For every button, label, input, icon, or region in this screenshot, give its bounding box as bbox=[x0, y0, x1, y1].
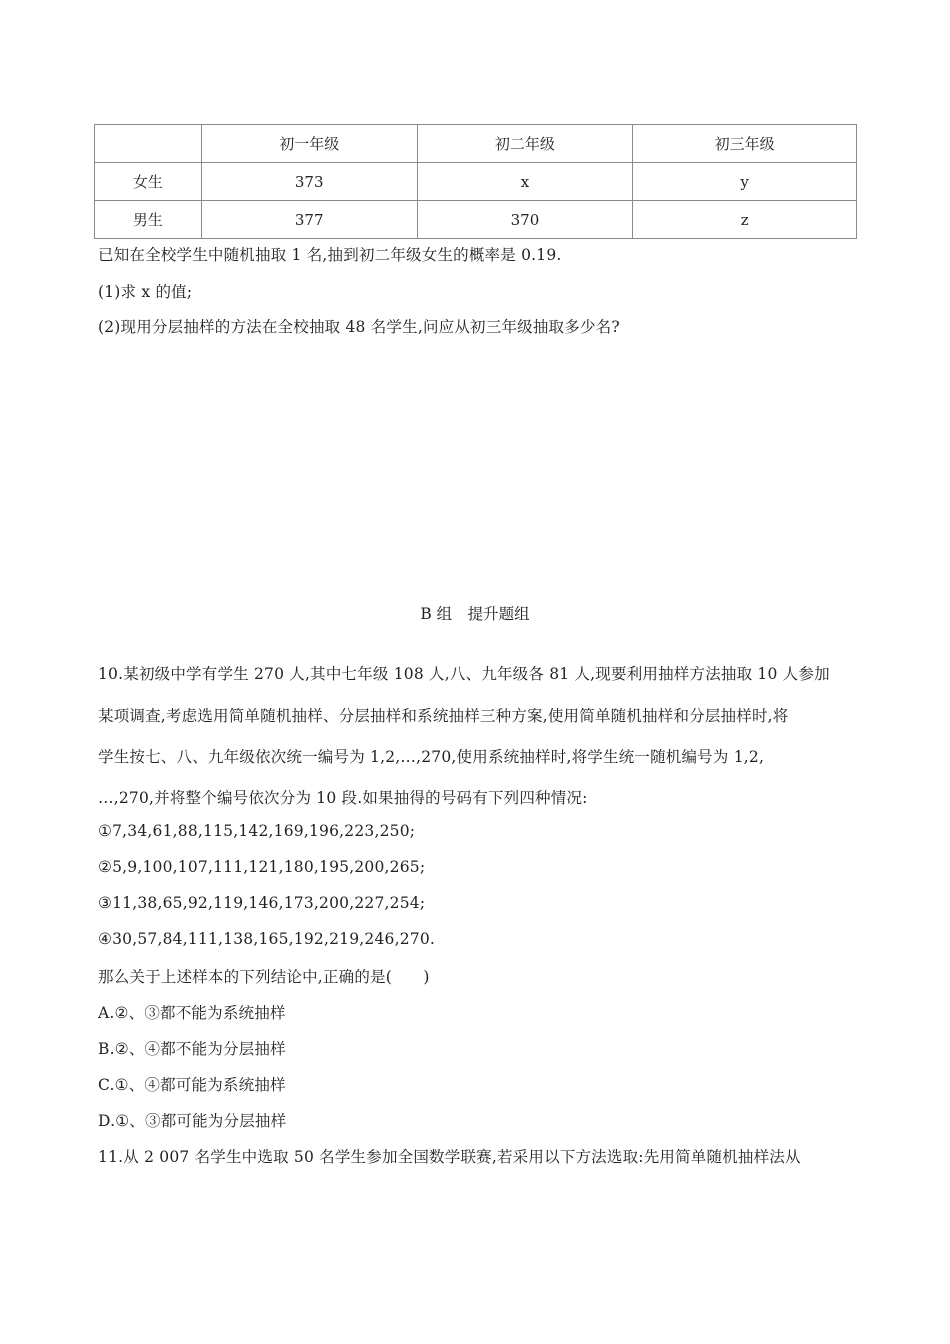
q10-line: 10.某初级中学有学生 270 人,其中七年级 108 人,八、九年级各 81 人,现要利用抽样方法抽取 10 人参加 bbox=[98, 665, 830, 683]
q10-option-c: C.①、④都可能为系统抽样 bbox=[98, 1076, 286, 1094]
q10-line: …,270,并将整个编号依次分为 10 段.如果抽得的号码有下列四种情况: bbox=[98, 789, 588, 807]
q10-line: 某项调查,考虑选用简单随机抽样、分层抽样和系统抽样三种方案,使用简单随机抽样和分层抽样时,将 bbox=[98, 707, 789, 725]
table-cell: 男生 bbox=[95, 201, 202, 239]
table-cell: 女生 bbox=[95, 163, 202, 201]
table-cell: 377 bbox=[201, 201, 417, 239]
q11-line: 11.从 2 007 名学生中选取 50 名学生参加全国数学联赛,若采用以下方法选取:先用简单随机抽样法从 bbox=[98, 1148, 801, 1166]
q10-prompt: 那么关于上述样本的下列结论中,正确的是( ) bbox=[98, 968, 430, 986]
table-row bbox=[95, 163, 857, 201]
table-header-row bbox=[95, 125, 857, 163]
table-cell: 370 bbox=[417, 201, 633, 239]
q9-part2: (2)现用分层抽样的方法在全校抽取 48 名学生,问应从初三年级抽取多少名? bbox=[98, 318, 620, 336]
student-count-table bbox=[94, 124, 857, 239]
table-cell: y bbox=[633, 163, 857, 201]
section-b-heading: B 组 提升题组 bbox=[420, 605, 530, 623]
table-header-cell: 初三年级 bbox=[633, 125, 857, 163]
q10-option-b: B.②、④都不能为分层抽样 bbox=[98, 1040, 286, 1058]
q10-line: 学生按七、八、九年级依次统一编号为 1,2,…,270,使用系统抽样时,将学生统一随机编号为 1,2, bbox=[98, 748, 765, 766]
table-header-cell: 初二年级 bbox=[417, 125, 633, 163]
q10-option-d: D.①、③都可能为分层抽样 bbox=[98, 1112, 287, 1130]
table-row bbox=[95, 201, 857, 239]
table-cell: x bbox=[417, 163, 633, 201]
q9-part1: (1)求 x 的值; bbox=[98, 283, 193, 301]
table-header-cell bbox=[95, 125, 202, 163]
table-cell: 373 bbox=[201, 163, 417, 201]
table-cell: z bbox=[633, 201, 857, 239]
q10-case: ③11,38,65,92,119,146,173,200,227,254; bbox=[98, 894, 426, 912]
table-header-cell: 初一年级 bbox=[201, 125, 417, 163]
q10-option-a: A.②、③都不能为系统抽样 bbox=[98, 1004, 286, 1022]
q9-statement: 已知在全校学生中随机抽取 1 名,抽到初二年级女生的概率是 0.19. bbox=[98, 246, 562, 264]
q10-case: ②5,9,100,107,111,121,180,195,200,265; bbox=[98, 858, 426, 876]
q10-case: ④30,57,84,111,138,165,192,219,246,270. bbox=[98, 930, 436, 948]
q10-case: ①7,34,61,88,115,142,169,196,223,250; bbox=[98, 822, 416, 840]
